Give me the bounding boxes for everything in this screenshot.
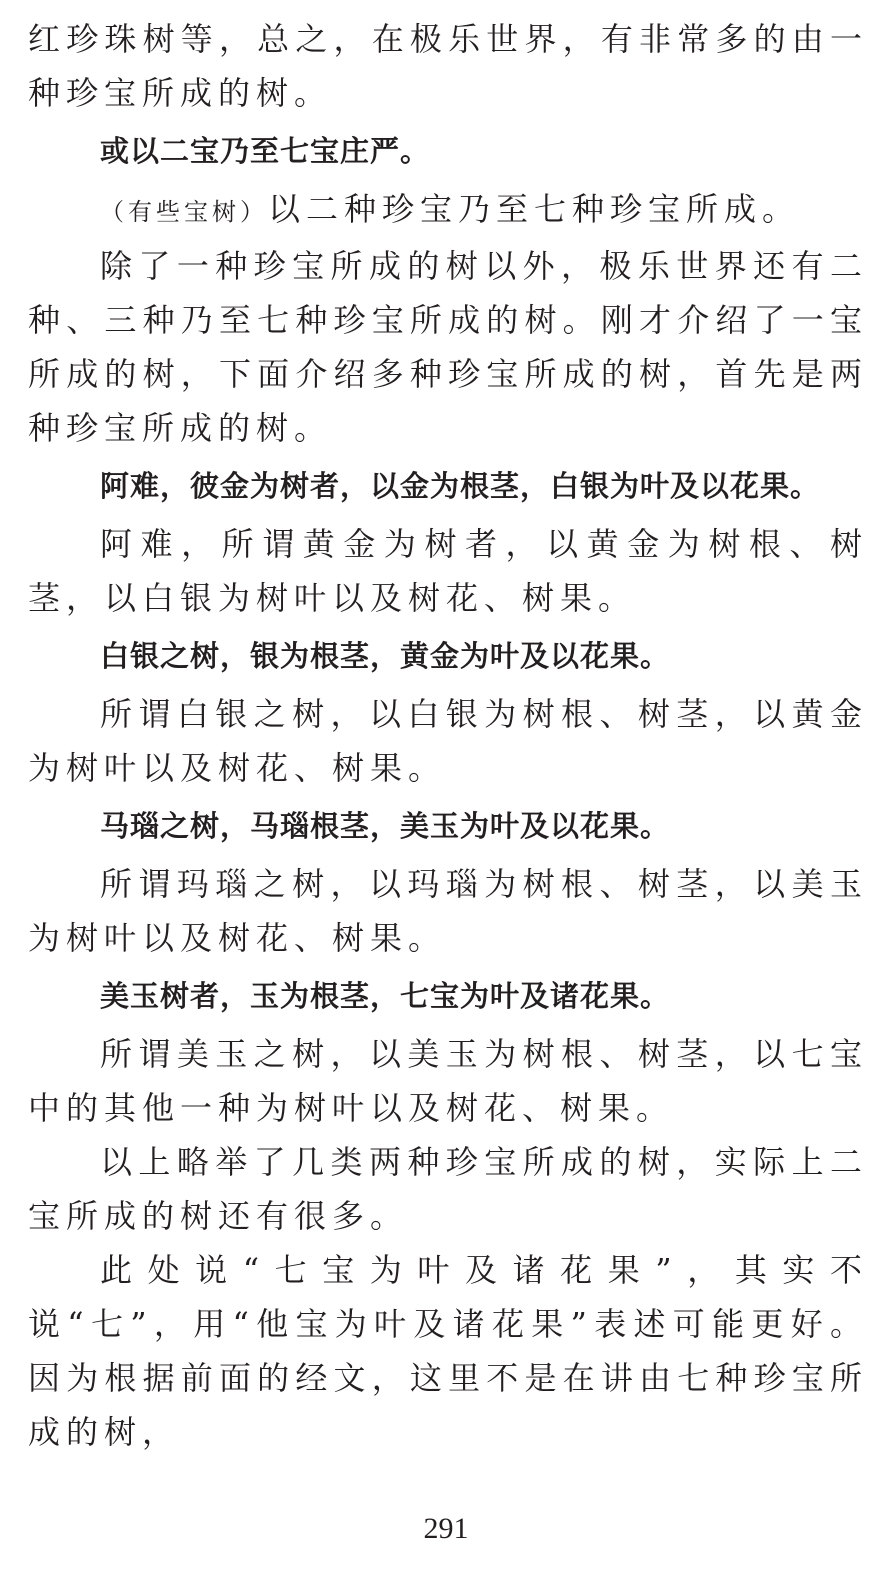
translation-text: 以二种珍宝乃至七种珍宝所成。	[268, 190, 801, 228]
commentary-paragraph: 以上略举了几类两种珍宝所成的树，实际上二宝所成的树还有很多。	[28, 1143, 868, 1235]
commentary-paragraph: 阿难，所谓黄金为树者，以黄金为树根、树茎，以白银为树叶以及树花、树果。	[28, 525, 868, 617]
sutra-quote: 美玉树者，玉为根茎，七宝为叶及诸花果。	[100, 979, 671, 1013]
commentary-paragraph: 红珍珠树等，总之，在极乐世界，有非常多的由一种珍宝所成的树。	[28, 20, 868, 112]
commentary-paragraph: 此处说“七宝为叶及诸花果”，其实不说“七”，用“他宝为叶及诸花果”表述可能更好。因为根据前面的经文，这里不是在讲由七种珍宝所成的树，	[28, 1251, 868, 1451]
sutra-quote: 白银之树，银为根茎，黄金为叶及以花果。	[100, 639, 671, 673]
sutra-quote: 或以二宝乃至七宝庄严。	[100, 134, 431, 168]
body-text	[28, 12, 868, 1459]
commentary-paragraph: 所谓美玉之树，以美玉为树根、树茎，以七宝中的其他一种为树叶以及树花、树果。	[28, 1035, 868, 1127]
translation-paragraph	[28, 182, 868, 239]
commentary-paragraph: 所谓白银之树，以白银为树根、树茎，以黄金为树叶以及树花、树果。	[28, 695, 868, 787]
sutra-quote: 阿难，彼金为树者，以金为根茎，白银为叶及以花果。	[100, 469, 821, 503]
commentary-paragraph: 所谓玛瑙之树，以玛瑙为树根、树茎，以美玉为树叶以及树花、树果。	[28, 865, 868, 957]
sutra-quote: 马瑙之树，马瑙根茎，美玉为叶及以花果。	[100, 809, 671, 843]
page-number: 291	[423, 1512, 469, 1545]
commentary-paragraph: 除了一种珍宝所成的树以外，极乐世界还有二种、三种乃至七种珍宝所成的树。刚才介绍了一宝所成的树，下面介绍多种珍宝所成的树，首先是两种珍宝所成的树。	[28, 247, 868, 447]
parenthetical-note: （有些宝树）	[100, 198, 268, 226]
